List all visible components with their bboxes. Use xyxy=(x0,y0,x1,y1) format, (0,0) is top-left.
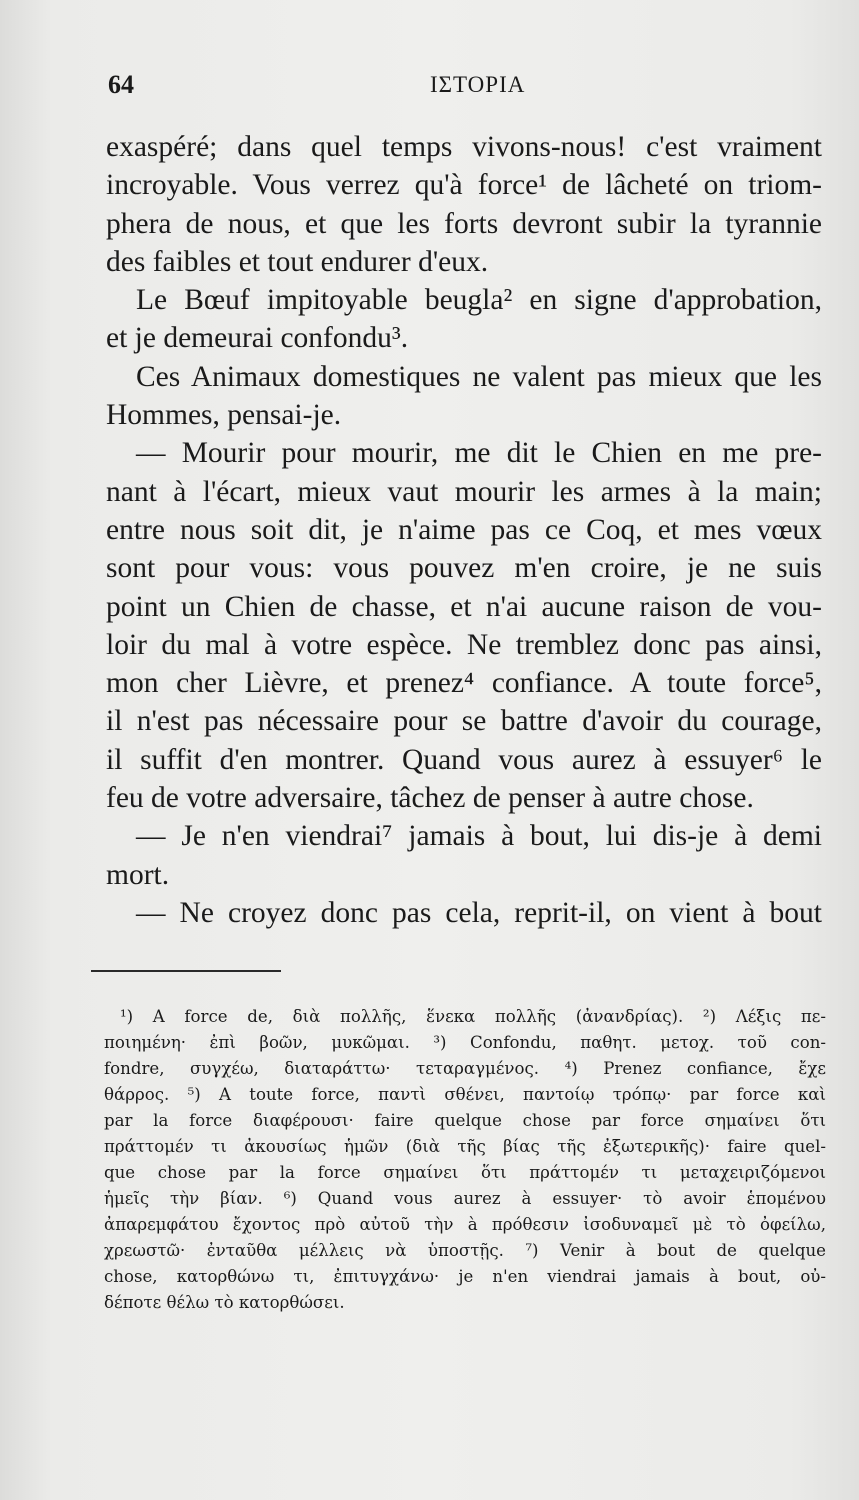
text-line: loir du mal à votre espèce. Ne tremblez donc pas ainsi, xyxy=(106,628,822,661)
text-line: — Ne croyez donc pas cela, reprit-il, on vient à bout xyxy=(136,896,822,929)
text-line: Ces Animaux domestiques ne valent pas mieux que les xyxy=(136,360,822,393)
footnote-line: ποιημένη· ἐπὶ βοῶν, μυκῶμαι. ³) Confondu, παθητ. μετοχ. τοῦ con- xyxy=(104,1033,826,1052)
footnote-divider xyxy=(91,970,281,972)
footnote-line: χρεωστῶ· ἐνταῦθα μέλλεις νὰ ὑποστῇς. ⁷) Venir à bout de quelque xyxy=(104,1241,826,1260)
footnotes xyxy=(104,1004,826,1316)
main-text xyxy=(106,128,822,932)
footnote-line: fondre, συγχέω, διαταράττω· τεταραγμένος. ⁴) Prenez confiance, ἔχε xyxy=(104,1059,826,1078)
text-line: des faibles et tout endurer d'eux. xyxy=(106,245,489,278)
text-line: il n'est pas nécessaire pour se battre d'avoir du courage, xyxy=(106,705,822,738)
text-line: point un Chien de chasse, et n'ai aucune raison de vou- xyxy=(106,590,822,623)
footnote-line: ἡμεῖς τὴν βίαν. ⁶) Quand vous aurez à essuyer· τὸ avoir ἑπομένου xyxy=(104,1189,826,1208)
footnote-line: ἀπαρεμφάτου ἔχοντος πρὸ αὐτοῦ τὴν à πρόθεσιν ἰσοδυναμεῖ μὲ τὸ ὀφείλω, xyxy=(104,1215,826,1234)
text-line: phera de nous, et que les forts devront subir la tyrannie xyxy=(106,207,822,240)
text-line: sont pour vous: vous pouvez m'en croire, je ne suis xyxy=(106,552,822,585)
page-number: 64 xyxy=(108,70,134,99)
footnote-line: δέποτε θέλω τὸ κατορθώσει. xyxy=(104,1293,345,1312)
footnote-line: par la force διαφέρουσι· faire quelque chose par force σημαίνει ὅτι xyxy=(104,1111,826,1130)
text-line: feu de votre adversaire, tâchez de penser à autre chose. xyxy=(106,782,754,815)
text-line: exaspéré; dans quel temps vivons-nous! c'est vraiment xyxy=(106,131,822,163)
text-line: mon cher Lièvre, et prenez⁴ confiance. A toute force⁵, xyxy=(106,667,822,700)
footnote-line: θάρρος. ⁵) A toute force, παντὶ σθένει, παντοίῳ τρόπῳ· par force καὶ xyxy=(104,1085,826,1104)
text-line: — Je n'en viendrai⁷ jamais à bout, lui dis-je à demi xyxy=(136,820,822,853)
footnote-line: ¹) Α force de, διὰ πολλῆς, ἕνεκα πολλῆς (ἀνανδρίας). ²) Λέξις πε- xyxy=(120,1007,826,1026)
text-line: entre nous soit dit, je n'aime pas ce Coq, et mes vœux xyxy=(106,513,822,546)
footnote-line: chose, κατορθώνω τι, ἐπιτυγχάνω· je n'en viendrai jamais à bout, οὐ- xyxy=(104,1267,826,1286)
text-line: incroyable. Vous verrez qu'à force¹ de lâcheté on triom- xyxy=(106,169,822,202)
running-title: ΙΣΤΟΡΙΑ xyxy=(430,72,526,97)
text-line: et je demeurai confondu³. xyxy=(106,322,409,355)
text-line: Le Bœuf impitoyable beugla² en signe d'approbation, xyxy=(136,284,822,317)
text-line: — Mourir pour mourir, me dit le Chien en me pre- xyxy=(136,437,822,470)
footnote-line: que chose par la force σημαίνει ὅτι πράττομέν τι μεταχειριζόμενοι xyxy=(104,1163,826,1182)
text-line: nant à l'écart, mieux vaut mourir les armes à la main; xyxy=(106,475,822,508)
footnote-line: πράττομέν τι ἀκουσίως ἡμῶν (διὰ τῆς βίας τῆς ἐξωτερικῆς)· faire quel- xyxy=(104,1137,826,1156)
text-line: Hommes, pensai-je. xyxy=(106,399,342,432)
text-line: mort. xyxy=(106,858,170,891)
text-line: il suffit d'en montrer. Quand vous aurez à essuyer⁶ le xyxy=(106,743,822,776)
page-header xyxy=(108,70,824,106)
